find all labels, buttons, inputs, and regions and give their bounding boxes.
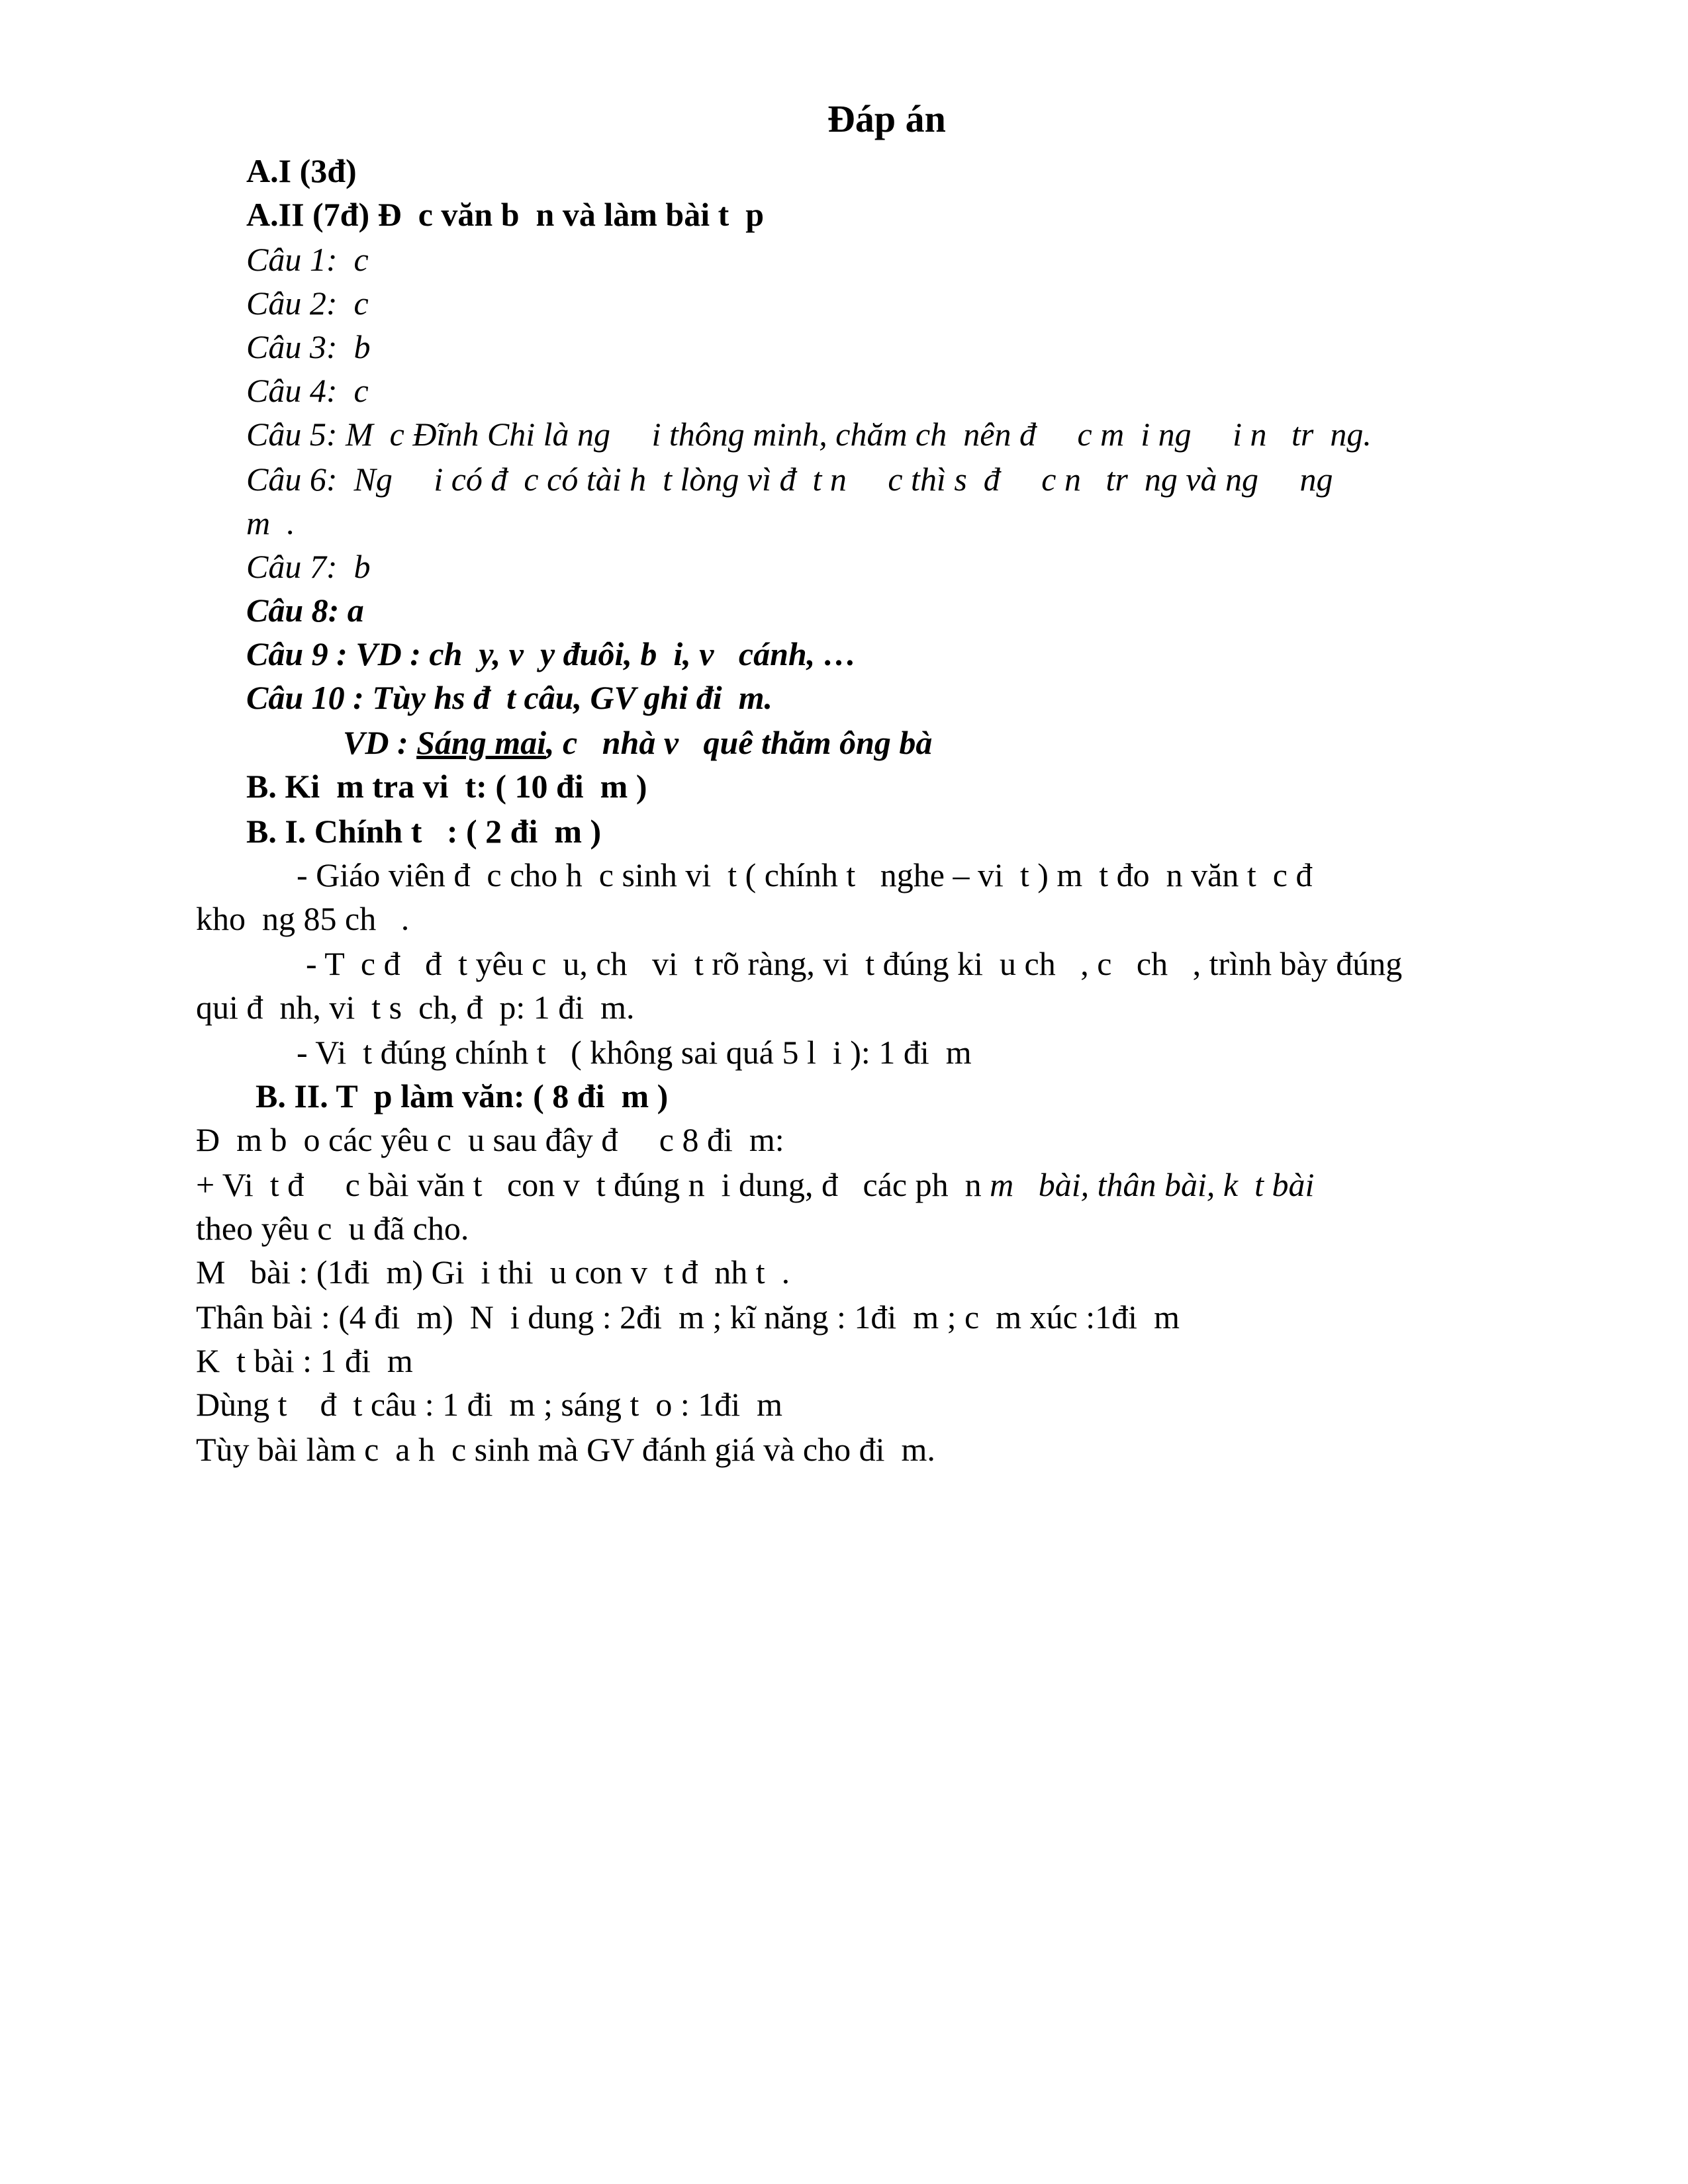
answer-q6-line2: m . xyxy=(246,504,295,541)
section-b-heading: B. Ki m tra vi t: ( 10 đi m ) xyxy=(246,768,647,805)
b2-line5: Thân bài : (4 đi m) N i dung : 2đi m ; kĩ năng : 1đi m ; c m xúc :1đi m xyxy=(196,1298,1180,1336)
section-a2-heading: A.II (7đ) Đ c văn b n và làm bài t p xyxy=(246,196,765,233)
answer-q1: Câu 1: c xyxy=(246,241,369,278)
b1-paragraph3: - Vi t đúng chính t ( không sai quá 5 l i ): 1 đi m xyxy=(297,1034,972,1071)
b2-line3: theo yêu c u đã cho. xyxy=(196,1210,469,1247)
b2-line2-text: + Vi t đ c bài văn t con v t đúng n i dung, đ các ph n xyxy=(196,1166,990,1203)
b2-line8: Tùy bài làm c a h c sinh mà GV đánh giá và cho đi m. xyxy=(196,1431,935,1468)
section-a1-heading: A.I (3đ) xyxy=(246,152,357,189)
b2-line7: Dùng t đ t câu : 1 đi m ; sáng t o : 1đi m xyxy=(196,1386,783,1423)
page-title: Đáp án xyxy=(827,97,946,140)
b1-paragraph1-line1: - Giáo viên đ c cho h c sinh vi t ( chính t nghe – vi t ) m t đo n văn t c đ xyxy=(297,856,1313,893)
example-underlined-phrase: Sáng mai xyxy=(416,724,547,761)
b2-line1: Đ m b o các yêu c u sau đây đ c 8 đi m: xyxy=(196,1121,784,1158)
answer-q3: Câu 3: b xyxy=(246,328,371,365)
b2-line4: M bài : (1đi m) Gi i thi u con v t đ nh t . xyxy=(196,1253,790,1291)
b1-paragraph2-line1: - T c đ đ t yêu c u, ch vi t rõ ràng, vi t đúng ki u ch , c ch , trình bày đúng xyxy=(306,945,1403,982)
answer-q8: Câu 8: a xyxy=(246,592,364,629)
b1-paragraph2-line2: qui đ nh, vi t s ch, đ p: 1 đi m. xyxy=(196,989,635,1026)
b2-line2-italic: m bài, thân bài, k t bài xyxy=(990,1166,1315,1203)
answer-q7: Câu 7: b xyxy=(246,548,371,585)
answer-q5: Câu 5: M c Đĩnh Chi là ng i thông minh, chăm ch nên đ c m i ng i n tr ng. xyxy=(246,416,1372,453)
b2-line2 xyxy=(196,1165,1314,1205)
answer-q4: Câu 4: c xyxy=(246,372,369,409)
example-rest: , c nhà v quê thăm ông bà xyxy=(546,724,933,761)
answer-q10-example xyxy=(343,723,932,762)
answer-q10: Câu 10 : Tùy hs đ t câu, GV ghi đi m. xyxy=(246,679,773,716)
example-prefix: VD : xyxy=(343,724,417,761)
section-b2-heading: B. II. T p làm văn: ( 8 đi m ) xyxy=(256,1077,669,1115)
answer-q2: Câu 2: c xyxy=(246,285,369,322)
b2-line6: K t bài : 1 đi m xyxy=(196,1342,413,1379)
answer-q6-line1: Câu 6: Ng i có đ c có tài h t lòng vì đ t n c thì s đ c n tr ng và ng ng xyxy=(246,461,1333,498)
b1-paragraph1-line2: kho ng 85 ch . xyxy=(196,900,410,937)
answer-q9: Câu 9 : VD : ch y, v y đuôi, b i, v cánh, … xyxy=(246,635,857,672)
section-b1-heading: B. I. Chính t : ( 2 đi m ) xyxy=(246,813,602,850)
